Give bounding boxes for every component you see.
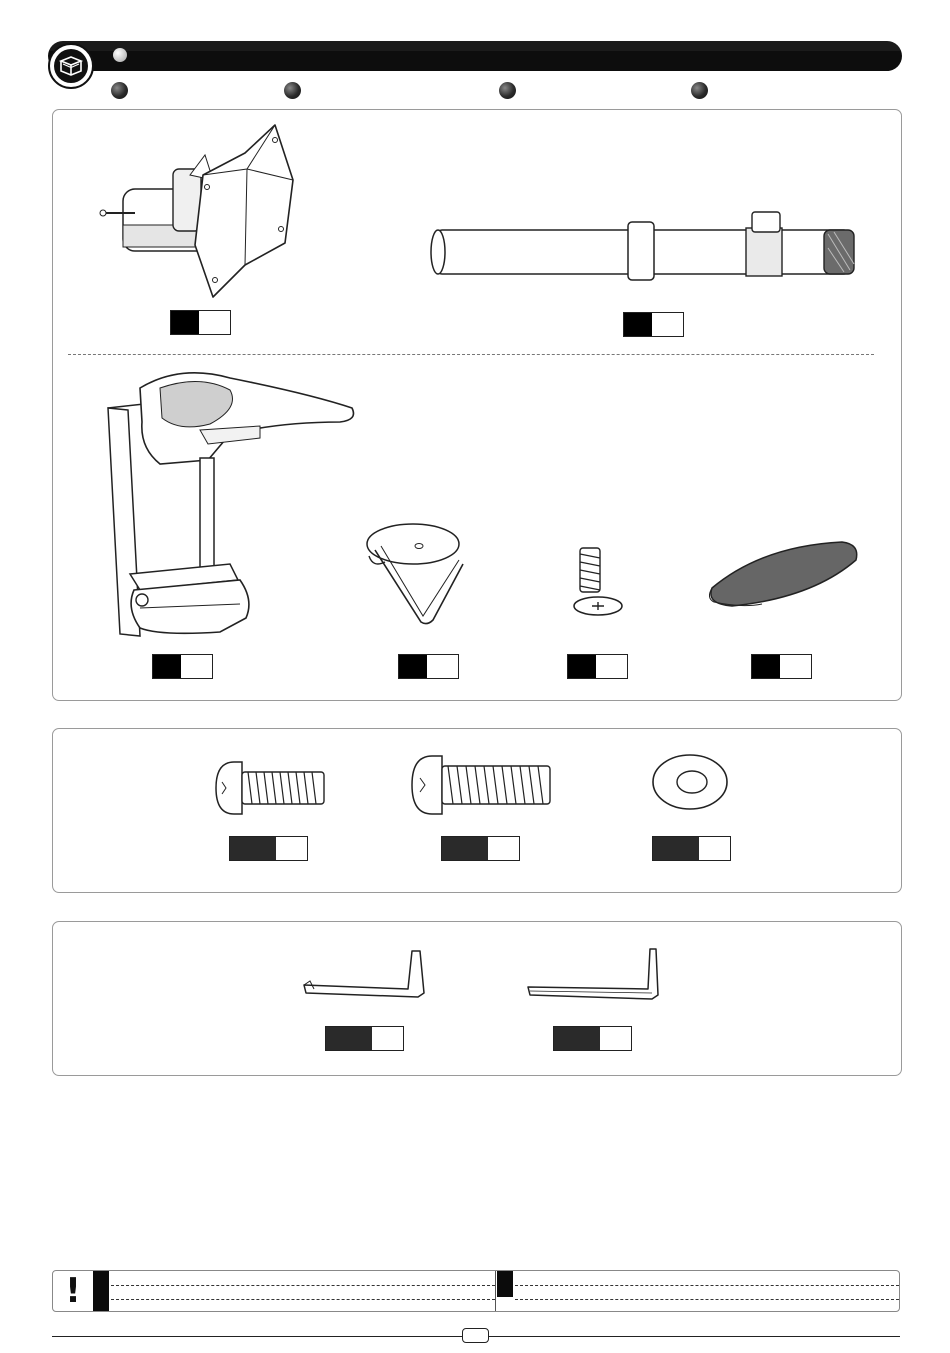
tool-label-allen-key-large — [553, 1026, 632, 1051]
bullet-icon-3 — [499, 82, 516, 99]
warning-exclamation-icon: ! — [65, 1271, 81, 1311]
section-divider — [68, 354, 874, 355]
part-label-small-screw — [567, 654, 628, 679]
allen-key-large-illustration — [524, 945, 664, 1003]
note-right-line-2 — [515, 1299, 899, 1300]
bullet-icon-4 — [691, 82, 708, 99]
bullet-icon-2 — [284, 82, 301, 99]
warning-note — [52, 1270, 900, 1312]
note-marker-right — [497, 1271, 513, 1297]
note-left-line-1 — [111, 1285, 495, 1286]
note-right-line-1 — [515, 1285, 899, 1286]
long-screw-illustration — [408, 752, 556, 818]
monitor-plate-illustration — [95, 125, 310, 300]
hardware-label-washer — [652, 836, 731, 861]
part-label-monitor-plate — [170, 310, 231, 335]
bullet-icon-1 — [111, 82, 128, 99]
page-number — [462, 1328, 489, 1343]
short-screw-illustration — [212, 758, 330, 818]
hardware-label-long-screw — [441, 836, 520, 861]
header-bar — [48, 41, 902, 71]
small-screw-illustration — [566, 544, 632, 618]
part-label-pole — [623, 312, 684, 337]
header-bullet-icon — [113, 48, 127, 62]
hardware-label-short-screw — [229, 836, 308, 861]
open-box-icon — [48, 43, 94, 89]
tools-panel — [52, 921, 902, 1076]
washer-illustration — [650, 750, 732, 812]
part-label-base-pad — [751, 654, 812, 679]
part-label-cable-clip — [398, 654, 459, 679]
note-left-line-2 — [111, 1299, 495, 1300]
cable-clip-illustration — [365, 522, 477, 630]
pole-illustration — [430, 210, 860, 285]
note-marker-left — [93, 1271, 109, 1311]
desk-clamp-illustration — [100, 368, 360, 643]
part-label-desk-clamp — [152, 654, 213, 679]
base-pad-illustration — [702, 538, 862, 610]
allen-key-small-illustration — [300, 945, 430, 1000]
note-divider — [495, 1271, 496, 1311]
tool-label-allen-key-small — [325, 1026, 404, 1051]
